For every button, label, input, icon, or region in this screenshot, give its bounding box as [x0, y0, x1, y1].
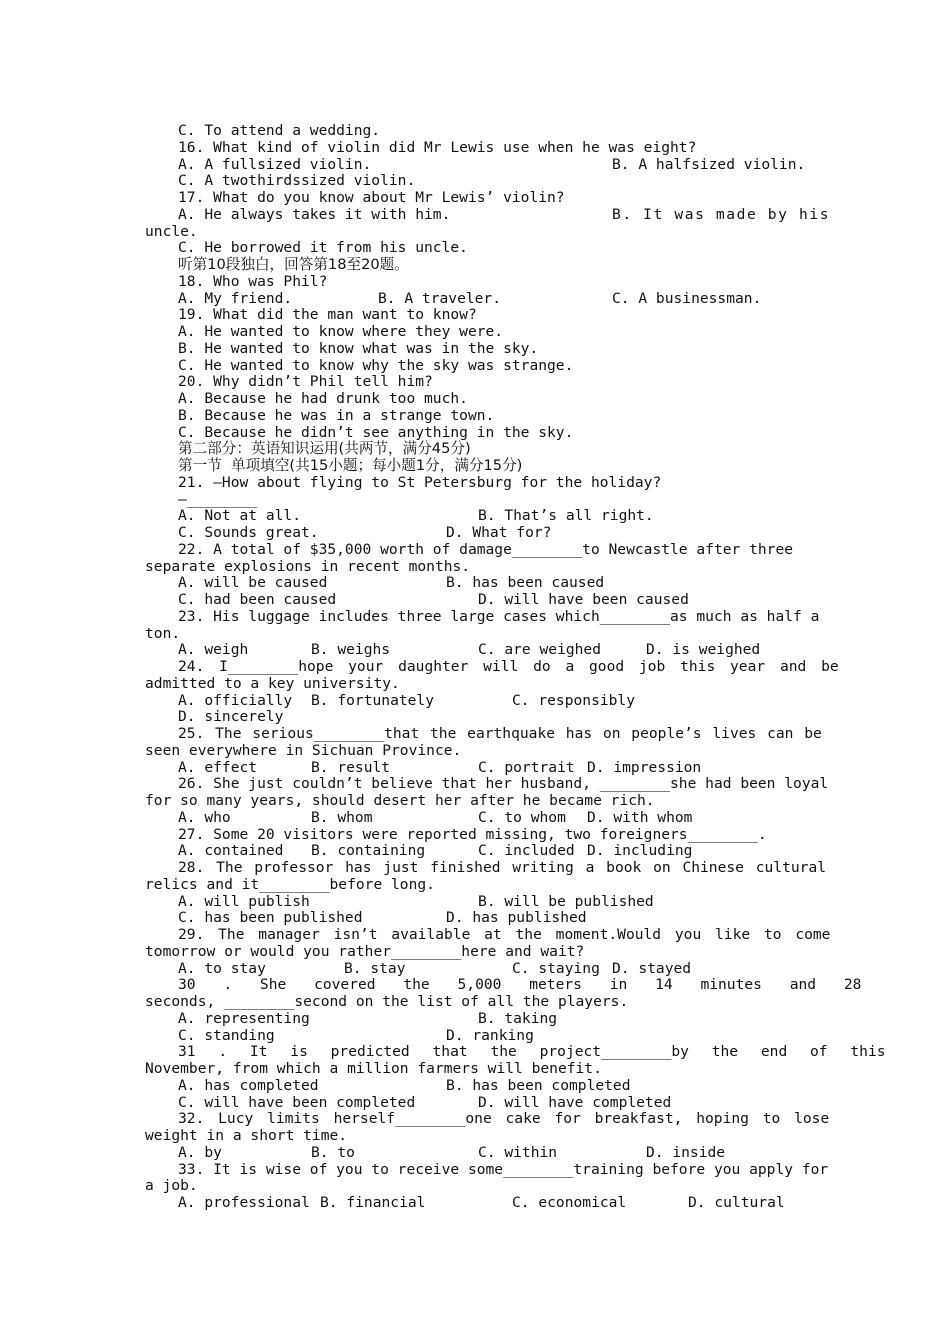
q26-option-a: A. who	[178, 808, 231, 826]
q20-option-b: B. Because he was in a strange town.	[178, 406, 495, 424]
q16-stem: 16. What kind of violin did Mr Lewis use when he was eight?	[178, 138, 697, 156]
section-instruction: 听第10段独白，回答第18至20题。	[178, 256, 409, 273]
q28-option-c: C. has been published	[178, 909, 363, 927]
q24-option-d: D. sincerely	[178, 708, 284, 726]
q30-option-b: B. taking	[478, 1009, 558, 1027]
q27-option-a: A. contained	[178, 842, 284, 860]
q33-stem-cont: a job.	[145, 1177, 198, 1195]
q25-stem-cont: seen everywhere in Sichuan Province.	[145, 741, 462, 759]
q20-option-c: C. Because he didn’t see anything in the sky.	[178, 423, 574, 441]
q33-stem: 33. It is wise of you to receive some________training before you apply for	[178, 1160, 829, 1178]
q23-option-d: D. is weighed	[646, 641, 761, 659]
q19-option-a: A. He wanted to know where they were.	[178, 323, 504, 340]
q26-stem: 26. She just couldn’t believe that her husband, ________she had been loyal	[178, 775, 829, 793]
q21-option-c: C. Sounds great.	[178, 524, 319, 541]
q25-options	[0, 760, 950, 777]
q30-option-a: A. representing	[178, 1009, 310, 1027]
q26-option-c: C. to whom	[478, 808, 566, 826]
q19-option-c: C. He wanted to know why the sky was strange.	[178, 356, 574, 374]
q27-stem: 27. Some 20 visitors were reported missing, two foreigners________.	[178, 825, 767, 843]
q27-options	[0, 843, 950, 860]
q19-option-b: B. He wanted to know what was in the sky.	[178, 339, 539, 357]
q25-stem: 25. The serious________that the earthquake has on people’s lives can be	[178, 725, 822, 742]
q16-option-c: C. A twothirdssized violin.	[178, 172, 416, 190]
q28-stem: 28. The professor has just finished writing a book on Chinese cultural	[178, 859, 827, 876]
q28-options-cd	[0, 910, 950, 927]
q24-option-c: C. responsibly	[512, 691, 636, 709]
q26-option-d: D. with whom	[587, 808, 693, 826]
q29-option-d: D. stayed	[612, 959, 692, 977]
part-two-heading: 第二部分：英语知识运用(共两节，满分45分)	[178, 440, 471, 458]
q24-options-abc	[0, 693, 950, 710]
q29-stem: 29. The manager isn’t available at the moment.Would you like to come	[178, 926, 831, 943]
q29-option-c: C. staying	[512, 959, 600, 977]
q26-option-b: B. whom	[311, 808, 373, 826]
q23-option-a: A. weigh	[178, 641, 249, 659]
q24-option-a: A. officially	[178, 691, 293, 709]
q18-option-c: C. A businessman.	[612, 289, 762, 307]
q25-option-d: D. impression	[587, 758, 702, 776]
q20-option-a: A. Because he had drunk too much.	[178, 390, 468, 407]
q22-option-b: B. has been caused	[446, 574, 605, 592]
q21-option-d: D. What for?	[446, 524, 552, 541]
q33-option-d: D. cultural	[688, 1194, 785, 1211]
q18-option-a: A. My friend.	[178, 289, 293, 307]
q33-options	[0, 1195, 950, 1212]
q22-stem: 22. A total of $35,000 worth of damage________to Newcastle after three	[178, 540, 794, 558]
q21-options-cd	[0, 525, 950, 542]
section-one-heading: 第一节 单项填空(共15小题；每小题1分，满分15分)	[178, 457, 523, 474]
q18-options	[0, 291, 950, 308]
q30-option-d: D. ranking	[446, 1026, 534, 1044]
q17-option-a: A. He always takes it with him.	[178, 205, 451, 223]
q26-stem-cont: for so many years, should desert her after he became rich.	[145, 792, 655, 809]
q32-option-c: C. within	[478, 1143, 558, 1161]
q25-option-b: B. result	[311, 758, 391, 776]
q21-options-ab	[0, 508, 950, 525]
q31-option-d: D. will have completed	[478, 1093, 672, 1111]
q33-option-a: A. professional	[178, 1194, 310, 1211]
q29-option-a: A. to stay	[178, 959, 266, 977]
q27-option-d: D. including	[587, 842, 693, 860]
q30-option-c: C. standing	[178, 1026, 275, 1044]
q29-option-b: B. stay	[344, 959, 406, 977]
q23-options	[0, 642, 950, 659]
q31-option-c: C. will have been completed	[178, 1093, 416, 1111]
q24-stem-cont: admitted to a key university.	[145, 674, 400, 692]
q32-options	[0, 1145, 950, 1162]
q22-option-d: D. will have been caused	[478, 591, 689, 608]
q31-options-ab	[0, 1078, 950, 1095]
q17-options-ab	[0, 207, 950, 224]
q18-option-b: B. A traveler.	[378, 289, 502, 307]
q30-options-ab	[0, 1011, 950, 1028]
q32-stem-cont: weight in a short time.	[145, 1127, 348, 1144]
q25-option-a: A. effect	[178, 758, 258, 776]
q22-stem-cont: separate explosions in recent months.	[145, 557, 471, 575]
q18-stem: 18. Who was Phil?	[178, 272, 328, 290]
q16-options-ab	[0, 157, 950, 174]
q28-stem-cont: relics and it________before long.	[145, 875, 435, 893]
q32-option-a: A. by	[178, 1143, 222, 1161]
q31-stem: 31 . It is predicted that the project________by the end of this	[178, 1043, 886, 1061]
q31-stem-cont: November, from which a million farmers will benefit.	[145, 1060, 602, 1077]
q15-option-c: C. To attend a wedding.	[178, 122, 381, 139]
q28-option-a: A. will publish	[178, 892, 310, 910]
q25-option-c: C. portrait	[478, 758, 575, 776]
q22-option-a: A. will be caused	[178, 574, 328, 592]
q32-option-d: D. inside	[646, 1143, 726, 1161]
q22-option-c: C. had been caused	[178, 591, 337, 608]
q17-option-b: B. It was made by his	[612, 205, 831, 223]
q17-stem: 17. What do you know about Mr Lewis’ violin?	[178, 189, 565, 206]
q26-options	[0, 810, 950, 827]
q23-option-b: B. weighs	[311, 641, 391, 659]
q19-stem: 19. What did the man want to know?	[178, 306, 477, 324]
q28-option-d: D. has published	[446, 909, 587, 927]
q17-option-b-cont: uncle.	[145, 222, 198, 240]
q16-option-a: A. A fullsized violin.	[178, 155, 372, 173]
q33-option-b: B. financial	[320, 1194, 426, 1211]
q33-option-c: C. economical	[512, 1194, 627, 1211]
q30-stem: 30 . She covered the 5,000 meters in 14 minutes and 28	[178, 976, 862, 994]
q21-stem: 21. —How about flying to St Petersburg for the holiday?	[178, 473, 662, 491]
q20-stem: 20. Why didn’t Phil tell him?	[178, 373, 433, 391]
q28-option-b: B. will be published	[478, 892, 654, 910]
q23-stem-cont: ton.	[145, 624, 181, 642]
q22-options-ab	[0, 575, 950, 592]
q29-options	[0, 961, 950, 978]
q32-stem: 32. Lucy limits herself________one cake for breakfast, hoping to lose	[178, 1110, 830, 1128]
q24-stem: 24. I________hope your daughter will do a good job this year and be	[178, 658, 839, 675]
q28-options-ab	[0, 894, 950, 911]
q22-options-cd	[0, 592, 950, 609]
q17-option-c: C. He borrowed it from his uncle.	[178, 239, 468, 257]
q30-options-cd	[0, 1028, 950, 1045]
exam-page	[0, 123, 950, 1212]
q31-option-b: B. has been completed	[446, 1076, 631, 1094]
q30-stem-cont: seconds, ________second on the list of all the players.	[145, 993, 629, 1010]
q16-option-b: B. A halfsized violin.	[612, 155, 806, 173]
q31-options-cd	[0, 1095, 950, 1112]
q23-stem: 23. His luggage includes three large cases which________as much as half a	[178, 607, 820, 625]
q29-stem-cont: tomorrow or would you rather________here and wait?	[145, 942, 585, 960]
q21-option-a: A. Not at all.	[178, 507, 302, 525]
q21-answer-blank: —________	[178, 490, 258, 508]
q27-option-c: C. included	[478, 842, 575, 860]
q21-option-b: B. That’s all right.	[478, 507, 654, 525]
q27-option-b: B. containing	[311, 842, 426, 860]
q24-option-b: B. fortunately	[311, 691, 435, 709]
q23-option-c: C. are weighed	[478, 641, 602, 659]
q31-option-a: A. has completed	[178, 1076, 319, 1094]
q32-option-b: B. to	[311, 1143, 355, 1161]
